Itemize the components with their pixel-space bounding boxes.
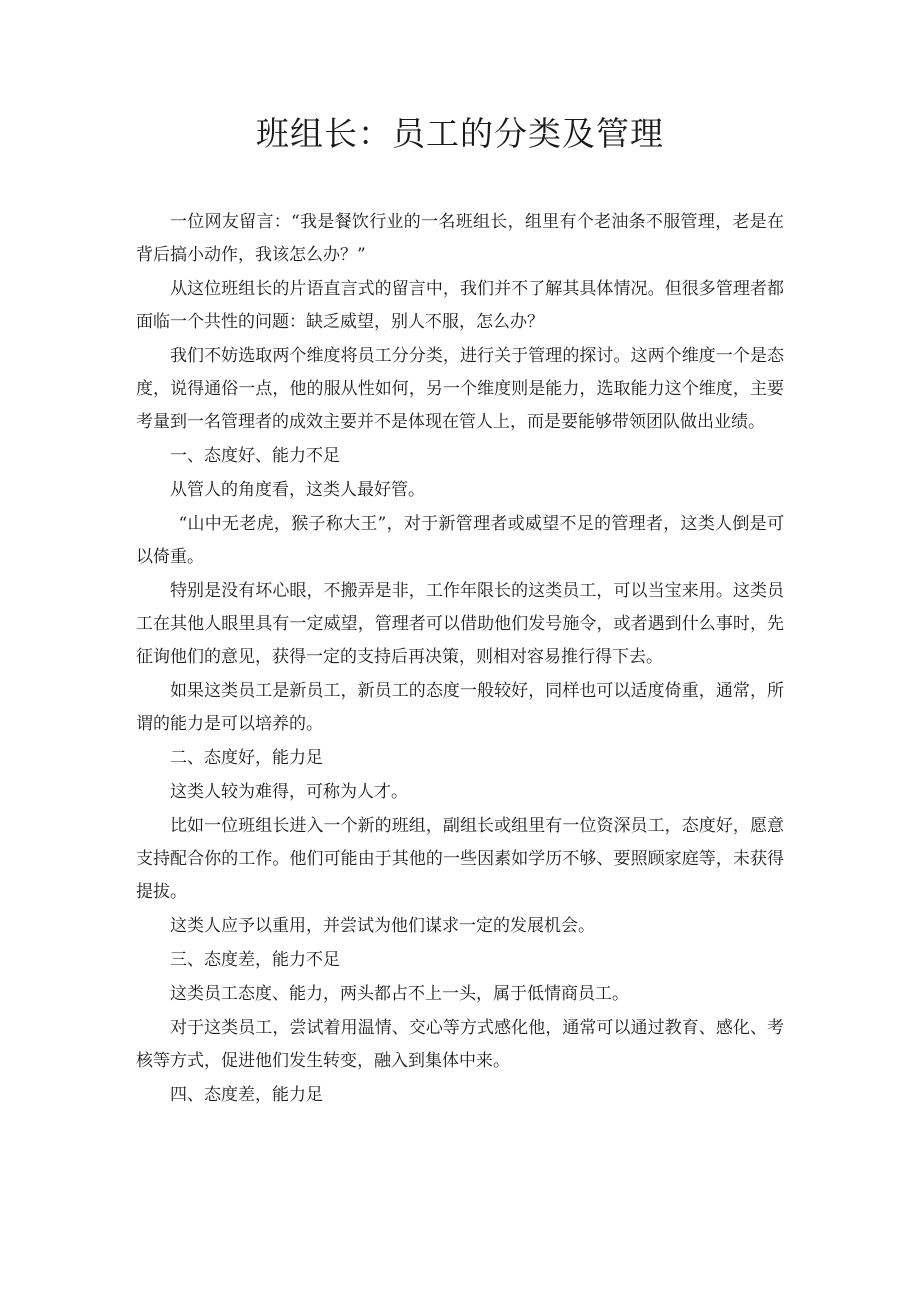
paragraph: 这类人较为难得，可称为人才。 (170, 782, 408, 802)
paragraph: 比如一位班组长进入一个新的班组，副组长或组里有一位资深员工，态度好，愿意支持配合你的工作。他们可能由于其他的一些因素如学历不够、要照顾家庭等，未获得提拔。 (136, 816, 784, 902)
paragraph-intro-message: 一位网友留言：“我是餐饮行业的一名班组长，组里有个老油条不服管理，老是在背后搞小动作，我该怎么办？” (136, 212, 784, 265)
paragraph: “山中无老虎，猴子称大王”，对于新管理者或威望不足的管理者，这类人倒是可以倚重。 (136, 514, 784, 567)
section-heading-1: 一、态度好、能力不足 (170, 446, 340, 466)
paragraph: 对于这类员工，尝试着用温情、交心等方式感化他，通常可以通过教育、感化、考核等方式，促进他们发生转变，融入到集体中来。 (136, 1018, 784, 1071)
section-heading-3: 三、态度差，能力不足 (170, 950, 340, 970)
paragraph: 如果这类员工是新员工，新员工的态度一般较好，同样也可以适度倚重，通常，所谓的能力是可以培养的。 (136, 681, 784, 734)
paragraph: 这类人应予以重用，并尝试为他们谋求一定的发展机会。 (170, 916, 595, 936)
paragraph-common-problem: 从这位班组长的片语直言式的留言中，我们并不了解其具体情况。但很多管理者都面临一个共性的问题：缺乏威望，别人不服，怎么办？ (136, 279, 784, 332)
paragraph: 从管人的角度看，这类人最好管。 (170, 480, 425, 500)
paragraph-two-dimensions: 我们不妨选取两个维度将员工分分类，进行关于管理的探讨。这两个维度一个是态度，说得通俗一点，他的服从性如何，另一个维度则是能力，选取能力这个维度，主要考量到一名管理者的成效主要并不是体现在管人上，而是要能够带领团队做出业绩。 (136, 346, 784, 432)
section-heading-2: 二、态度好，能力足 (170, 748, 323, 768)
document-title: 班组长：员工的分类及管理 (256, 114, 664, 153)
document-body (136, 206, 784, 1113)
paragraph: 这类员工态度、能力，两头都占不上一头，属于低情商员工。 (170, 984, 629, 1004)
paragraph: 特别是没有坏心眼，不搬弄是非，工作年限长的这类员工，可以当宝来用。这类员工在其他人眼里具有一定威望，管理者可以借助他们发号施令，或者遇到什么事时，先征询他们的意见，获得一定的支持后再决策，则相对容易推行得下去。 (136, 581, 784, 667)
section-heading-4: 四、态度差，能力足 (170, 1085, 323, 1105)
